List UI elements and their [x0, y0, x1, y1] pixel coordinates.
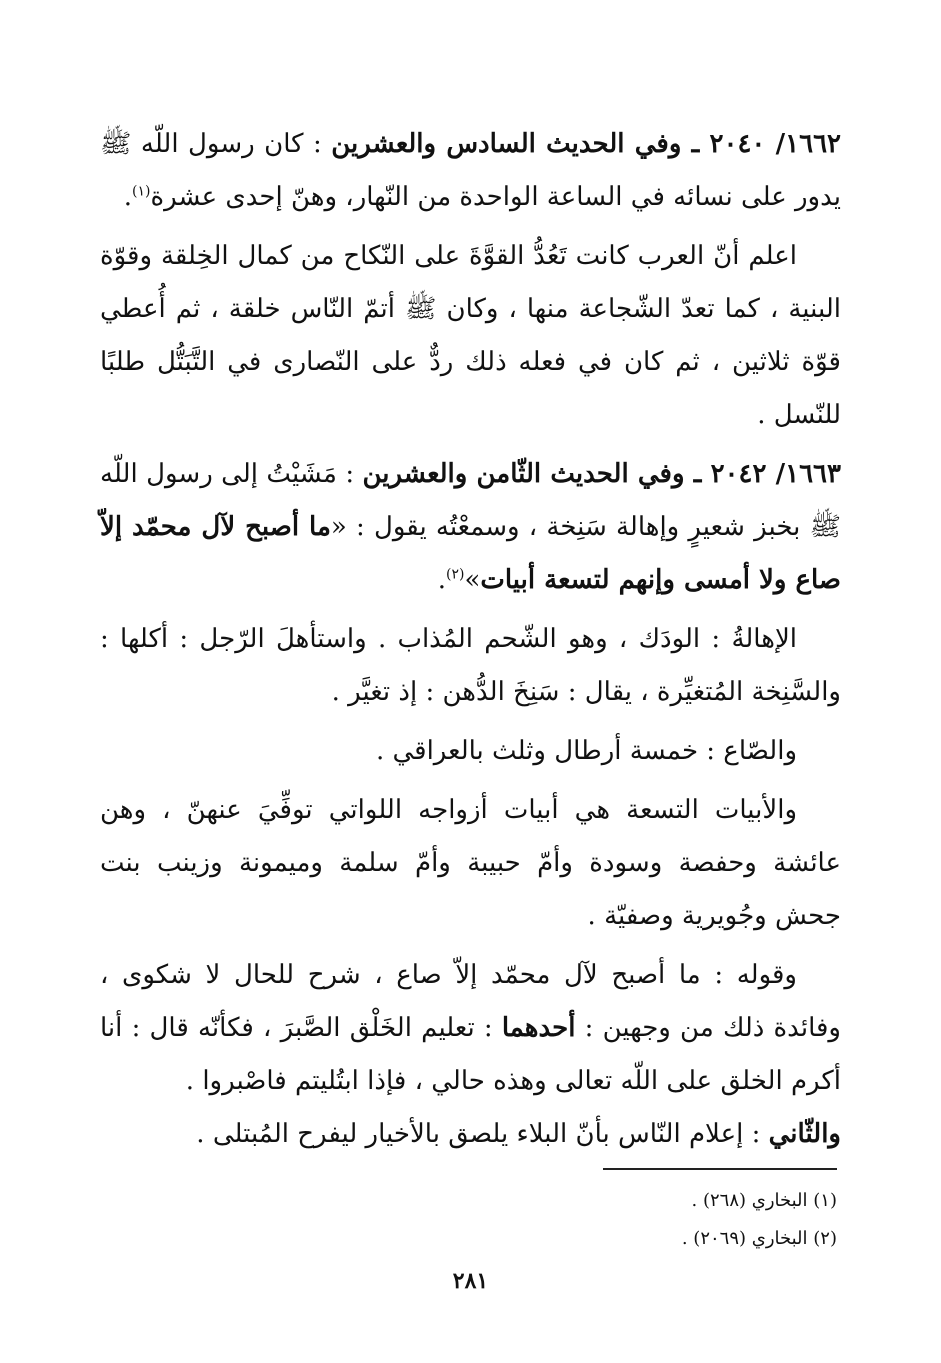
hadith-1663-paragraph	[100, 448, 841, 607]
page-number: ٢٨١	[452, 1268, 489, 1294]
hadith-1662-paragraph	[100, 118, 841, 224]
hadith-1663-text: : مَشَيْتُ إلى رسول اللّه ﷺ بخبز شعيرٍ وإهالة سَنِخة ، وسمعْتُه يقول : «	[100, 459, 841, 542]
first-reason-text: : تعليم الخَلْق الصَّبرَ ، فكأنّه قال : أنا أكرم الخلق على اللّه تعالى وهذه حالي ، فإذا ابتُليتم فاصْبروا .	[100, 1013, 841, 1096]
hadith-1662-commentary: اعلم أنّ العرب كانت تَعُدُّ القوَّةَ على النّكاح من كمال الخِلقة وقوّة البنية ، كما تعدّ الشّجاعة منها ، وكان ﷺ أتمّ النّاس خلقة ، ثم أُعطي قوّة ثلاثين ، ثم كان في فعله ذلك ردٌّ على النّصارى في التَّبَتُّل طلبًا للنّسل .	[100, 241, 841, 430]
ihala-definition: الإهالةُ : الودَك ، وهو الشّحم المُذاب . واستأهلَ الرّجل : أكلها : والسَّنِخة المُتغيِّرة ، يقال : سَنِخَ الدُّهن : إذ تغيَّر .	[100, 624, 841, 707]
footnote-ref-1: (١)	[132, 183, 151, 200]
hadith-1663-heading: ١٦٦٣/ ٢٠٤٢ ـ وفي الحديث الثّامن والعشرين	[362, 459, 841, 489]
footnote-ref-2: (٢)	[445, 566, 465, 583]
second-reason-label: والثّاني	[768, 1119, 841, 1149]
main-text	[100, 118, 841, 1167]
hadith-1663-quote: ما أصبح لآل محمّد إلاّ صاع ولا أمسى وإنهم لتسعة أبيات	[100, 512, 841, 595]
hadith-1663-end: .	[437, 565, 446, 595]
hadith-1662-end: .	[123, 182, 133, 212]
footnote-separator	[603, 1168, 837, 1170]
footnote-1: (١) البخاري (٢٦٨) .	[691, 1190, 837, 1211]
abyat-paragraph: والأبيات التسعة هي أبيات أزواجه اللواتي توفِّيَ عنهنّ ، وهن عائشة وحفصة وسودة وأمّ حبيبة وأمّ سلمة وميمونة وزينب بنت جحش وجُويرية وصفيّة .	[100, 795, 841, 931]
hadith-1662-text: : كان رسول اللّه ﷺ يدور على نسائه في الساعة الواحدة من النّهار، وهنّ إحدى عشرة	[100, 129, 841, 212]
qawluhu-paragraph	[100, 949, 841, 1161]
second-reason-text: : إعلام النّاس بأنّ البلاء يلصق بالأخيار ليفرح المُبتلى .	[196, 1119, 769, 1149]
footnote-2: (٢) البخاري (٢٠٦٩) .	[681, 1228, 837, 1249]
qawluhu-intro: وقوله : ما أصبح لآل محمّد إلاّ صاع ، شرح للحال لا شكوى ، وفائدة ذلك من وجهين :	[100, 960, 841, 1043]
footnotes	[100, 1182, 837, 1258]
saa-definition: والصّاع : خمسة أرطال وثلث بالعراقي .	[375, 736, 797, 766]
hadith-1662-heading: ١٦٦٢/ ٢٠٤٠ ـ وفي الحديث السادس والعشرين	[331, 129, 841, 159]
hadith-1663-quote-close: »	[464, 565, 481, 595]
first-reason-label: أحدهما	[501, 1013, 576, 1043]
